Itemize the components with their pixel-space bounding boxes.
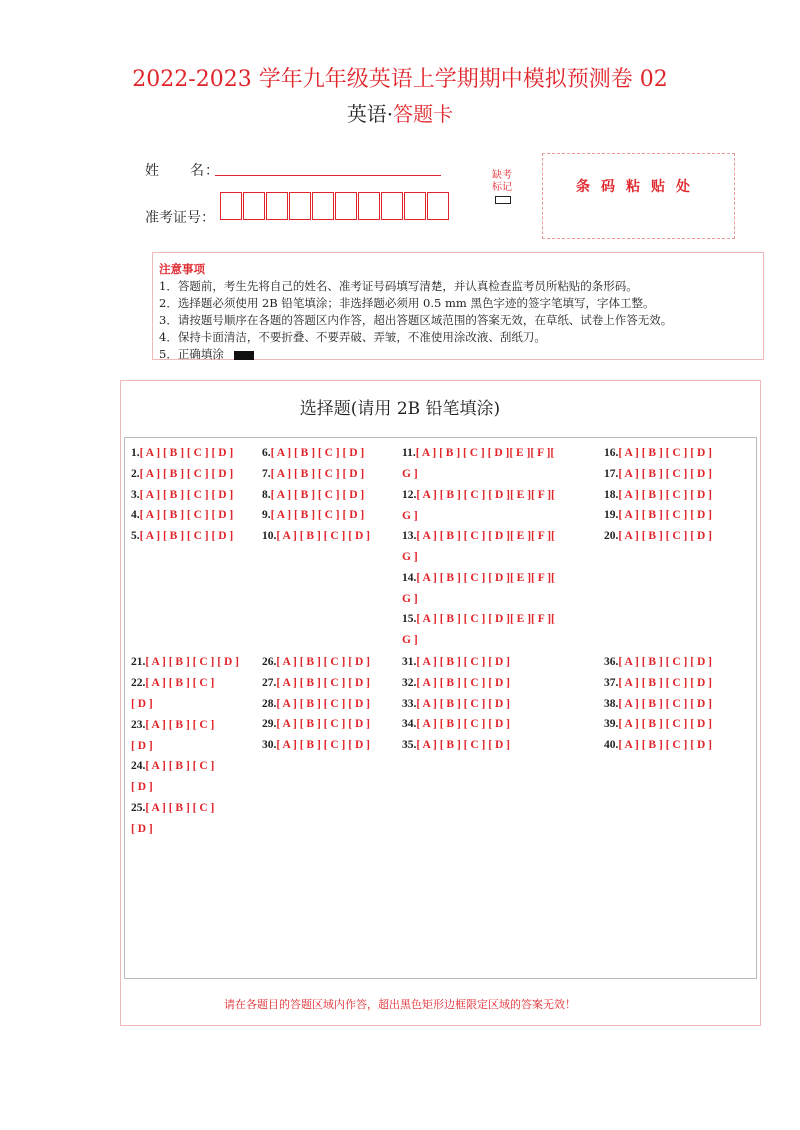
question-number: 25. <box>131 801 146 814</box>
question-item[interactable] <box>262 676 370 690</box>
question-number: 13. <box>402 530 417 543</box>
question-item[interactable] <box>131 508 233 522</box>
question-item[interactable] <box>131 801 214 836</box>
question-options[interactable]: [ A ] [ B ] [ C ] [ D ] <box>139 530 234 543</box>
question-options-continued[interactable]: G ] <box>402 509 418 522</box>
id-digit-box[interactable] <box>220 192 242 220</box>
id-digit-box[interactable] <box>312 192 334 220</box>
question-options[interactable]: [ A ] [ B ] [ C ] [ D ] <box>139 509 234 522</box>
footer-warning: 请在各题目的答题区域内作答，超出黑色矩形边框限定区域的答案无效！ <box>224 998 576 1011</box>
question-number: 1. <box>131 447 140 459</box>
question-number: 4. <box>131 509 140 522</box>
question-number: 16. <box>604 447 619 459</box>
notes-item: 3．请按题号顺序在各题的答题区内作答，超出答题区域范围的答案无效，在草纸、试卷上作答无效。 <box>159 313 673 327</box>
question-item[interactable] <box>604 508 712 522</box>
question-item[interactable] <box>402 488 555 523</box>
name-label: 姓 名： <box>145 163 220 179</box>
question-options-continued[interactable]: [ D ] <box>131 739 153 752</box>
question-item[interactable] <box>604 697 712 711</box>
question-options[interactable]: [ A ] [ B ] [ C ] <box>145 760 215 773</box>
question-options-continued[interactable]: G ] <box>402 468 418 480</box>
question-number: 14. <box>402 571 417 584</box>
question-number: 5. <box>131 530 140 543</box>
name-field[interactable] <box>215 175 441 176</box>
question-number: 40. <box>604 739 619 752</box>
section-title: 选择题(请用 2B 铅笔填涂) <box>299 399 501 419</box>
question-options[interactable]: [ A ] [ B ] [ C ] [ D ] <box>618 467 712 480</box>
question-options[interactable]: [ A ] [ B ] [ C ] [ D ] <box>618 739 712 752</box>
id-digit-box[interactable] <box>243 192 265 220</box>
question-options[interactable]: [ A ] [ B ] [ C ] [ D ] <box>276 718 370 731</box>
question-options[interactable]: [ A ] [ B ] [ C ] [ D ] <box>139 488 234 501</box>
id-digit-box[interactable] <box>335 192 357 220</box>
question-item[interactable] <box>262 446 364 460</box>
question-item[interactable] <box>402 655 510 669</box>
question-options[interactable]: [ A ] [ B ] [ C ] <box>145 801 215 814</box>
question-options-continued[interactable]: [ D ] <box>131 781 153 794</box>
question-options[interactable]: [ A ] [ B ] [ C ] [ D ][ E ][ F ][ <box>416 488 555 501</box>
question-item[interactable] <box>604 488 712 502</box>
question-options[interactable]: [ A ] [ B ] [ C ] [ D ] <box>416 697 510 710</box>
notes-title: 注意事项 <box>159 262 205 276</box>
question-options[interactable]: [ A ] [ B ] [ C ] [ D ] <box>276 656 370 668</box>
question-options[interactable]: [ A ] [ B ] [ C ] [ D ] <box>276 676 370 689</box>
question-number: 29. <box>262 718 277 731</box>
barcode-label: 条码粘贴处 <box>576 179 701 195</box>
question-options[interactable]: [ A ] [ B ] [ C ] [ D ][ E ][ F ][ <box>416 571 555 584</box>
question-number: 9. <box>262 509 271 522</box>
question-number: 39. <box>604 718 619 731</box>
question-item[interactable] <box>131 655 239 669</box>
question-number: 30. <box>262 739 277 752</box>
question-item[interactable] <box>604 738 712 752</box>
question-number: 27. <box>262 676 277 689</box>
question-item[interactable] <box>402 612 555 647</box>
question-number: 6. <box>262 447 271 459</box>
question-item[interactable] <box>402 529 555 564</box>
question-options[interactable]: [ A ] [ B ] [ C ] [ D ] <box>276 697 370 710</box>
notes-item: 1．答题前，考生先将自己的姓名、准考证号码填写清楚，并认真检查监考员所粘贴的条形码。 <box>159 279 638 293</box>
question-number: 3. <box>131 488 140 501</box>
question-options[interactable]: [ A ] [ B ] [ C ] [ D ][ E ][ F ][ <box>416 530 555 543</box>
exam-id-label: 准考证号： <box>145 210 215 226</box>
question-item[interactable] <box>262 529 370 543</box>
question-options[interactable]: [ A ] [ B ] [ C ] [ D ] <box>618 676 712 689</box>
question-options-continued[interactable]: G ] <box>402 551 418 564</box>
question-number: 11. <box>402 447 416 459</box>
question-item[interactable] <box>402 717 510 731</box>
question-number: 37. <box>604 676 619 689</box>
question-options[interactable]: [ A ] [ B ] [ C ] [ D ] <box>139 447 234 459</box>
question-number: 12. <box>402 488 417 501</box>
notes-box <box>152 252 764 360</box>
id-digit-box[interactable] <box>427 192 449 220</box>
question-item[interactable] <box>402 697 510 711</box>
question-options[interactable]: [ A ] [ B ] [ C ] [ D ] <box>270 467 365 480</box>
question-item[interactable] <box>402 676 510 690</box>
question-options[interactable]: [ A ] [ B ] [ C ] [ D ] <box>618 656 712 668</box>
question-number: 35. <box>402 739 417 752</box>
id-digit-box[interactable] <box>404 192 426 220</box>
question-number: 20. <box>604 530 619 543</box>
question-options[interactable]: [ A ] [ B ] [ C ] [ D ] <box>270 447 365 459</box>
question-item[interactable] <box>131 446 233 460</box>
question-item[interactable] <box>604 529 712 543</box>
question-options-continued[interactable]: [ D ] <box>131 698 153 710</box>
question-item[interactable] <box>131 529 233 543</box>
question-item[interactable] <box>131 718 214 753</box>
question-number: 18. <box>604 488 619 501</box>
question-options[interactable]: [ A ] [ B ] [ C ] <box>145 677 215 689</box>
absent-mark-box[interactable] <box>495 196 511 204</box>
question-item[interactable] <box>604 676 712 690</box>
id-digit-box[interactable] <box>266 192 288 220</box>
question-item[interactable] <box>402 571 555 606</box>
question-number: 7. <box>262 467 271 480</box>
question-options[interactable]: [ A ] [ B ] [ C ] <box>145 718 215 731</box>
question-item[interactable] <box>402 446 554 481</box>
fill-sample-mark <box>234 351 254 360</box>
question-options[interactable]: [ A ] [ B ] [ C ] [ D ] <box>416 676 510 689</box>
notes-item: 2．选择题必须使用 2B 铅笔填涂；非选择题必须用 0.5 mm 黑色字迹的签字笔填写，字体工整。 <box>159 296 655 310</box>
question-number: 17. <box>604 467 619 480</box>
question-number: 22. <box>131 677 146 689</box>
notes-item-correct-fill <box>159 346 763 363</box>
page-title: 2022-2023 学年九年级英语上学期期中模拟预测卷 02 <box>132 67 668 92</box>
question-item[interactable] <box>262 508 364 522</box>
question-item[interactable] <box>604 446 712 460</box>
question-item[interactable] <box>262 697 370 711</box>
exam-id-boxes[interactable] <box>220 192 450 220</box>
question-item[interactable] <box>604 467 712 481</box>
question-options[interactable]: [ A ] [ B ] [ C ] [ D ] <box>618 530 712 543</box>
question-item[interactable] <box>131 467 233 481</box>
subtitle-card: 答题卡 <box>393 102 454 126</box>
subtitle-subject: 英语· <box>346 102 394 126</box>
question-item[interactable] <box>131 488 233 502</box>
question-number: 31. <box>402 656 417 668</box>
question-number: 10. <box>262 530 277 543</box>
notes-item: 5．正确填涂 <box>159 347 224 361</box>
question-number: 32. <box>402 676 417 689</box>
question-options[interactable]: [ A ] [ B ] [ C ] [ D ] <box>618 509 712 522</box>
question-number: 19. <box>604 509 619 522</box>
absent-mark-label: 缺考标记 <box>492 170 512 193</box>
question-options[interactable]: [ A ] [ B ] [ C ] [ D ][ E ][ F ][ <box>416 613 555 626</box>
question-number: 8. <box>262 488 271 501</box>
question-options-continued[interactable]: [ D ] <box>131 822 153 835</box>
question-number: 2. <box>131 467 140 480</box>
question-item[interactable] <box>402 738 510 752</box>
question-options[interactable]: [ A ] [ B ] [ C ] [ D ] <box>139 467 234 480</box>
question-number: 33. <box>402 697 417 710</box>
question-item[interactable] <box>262 738 370 752</box>
question-options[interactable]: [ A ] [ B ] [ C ] [ D ] <box>270 509 365 522</box>
question-options[interactable]: [ A ] [ B ] [ C ] [ D ] <box>618 447 712 459</box>
question-options[interactable]: [ A ] [ B ] [ C ] [ D ] <box>618 697 712 710</box>
question-options[interactable]: [ A ] [ B ] [ C ] [ D ] <box>276 530 370 543</box>
question-number: 34. <box>402 718 417 731</box>
question-item[interactable] <box>262 717 370 731</box>
id-digit-box[interactable] <box>358 192 380 220</box>
question-options-continued[interactable]: G ] <box>402 634 418 647</box>
question-options[interactable]: [ A ] [ B ] [ C ] [ D ] <box>145 656 239 668</box>
page-subtitle <box>0 98 800 127</box>
question-number: 36. <box>604 656 619 668</box>
question-number: 28. <box>262 697 277 710</box>
question-number: 26. <box>262 656 277 668</box>
question-item[interactable] <box>262 488 364 502</box>
question-item[interactable] <box>131 676 214 711</box>
question-options-continued[interactable]: G ] <box>402 592 418 605</box>
question-options[interactable]: [ A ] [ B ] [ C ] [ D ][ E ][ F ][ <box>415 447 555 459</box>
question-options[interactable]: [ A ] [ B ] [ C ] [ D ] <box>618 718 712 731</box>
question-number: 21. <box>131 656 146 668</box>
question-item[interactable] <box>131 759 214 794</box>
question-number: 23. <box>131 718 146 731</box>
question-item[interactable] <box>262 655 370 669</box>
question-item[interactable] <box>604 717 712 731</box>
question-options[interactable]: [ A ] [ B ] [ C ] [ D ] <box>416 739 510 752</box>
question-options[interactable]: [ A ] [ B ] [ C ] [ D ] <box>416 656 510 668</box>
question-number: 24. <box>131 760 146 773</box>
question-number: 15. <box>402 613 417 626</box>
question-item[interactable] <box>604 655 712 669</box>
notes-item: 4．保持卡面清洁，不要折叠、不要弄破、弄皱，不准使用涂改液、刮纸刀。 <box>159 330 546 344</box>
id-digit-box[interactable] <box>381 192 403 220</box>
question-number: 38. <box>604 697 619 710</box>
question-options[interactable]: [ A ] [ B ] [ C ] [ D ] <box>416 718 510 731</box>
barcode-area <box>542 153 735 239</box>
question-options[interactable]: [ A ] [ B ] [ C ] [ D ] <box>618 488 712 501</box>
question-options[interactable]: [ A ] [ B ] [ C ] [ D ] <box>270 488 365 501</box>
id-digit-box[interactable] <box>289 192 311 220</box>
question-item[interactable] <box>262 467 364 481</box>
question-options[interactable]: [ A ] [ B ] [ C ] [ D ] <box>276 739 370 752</box>
